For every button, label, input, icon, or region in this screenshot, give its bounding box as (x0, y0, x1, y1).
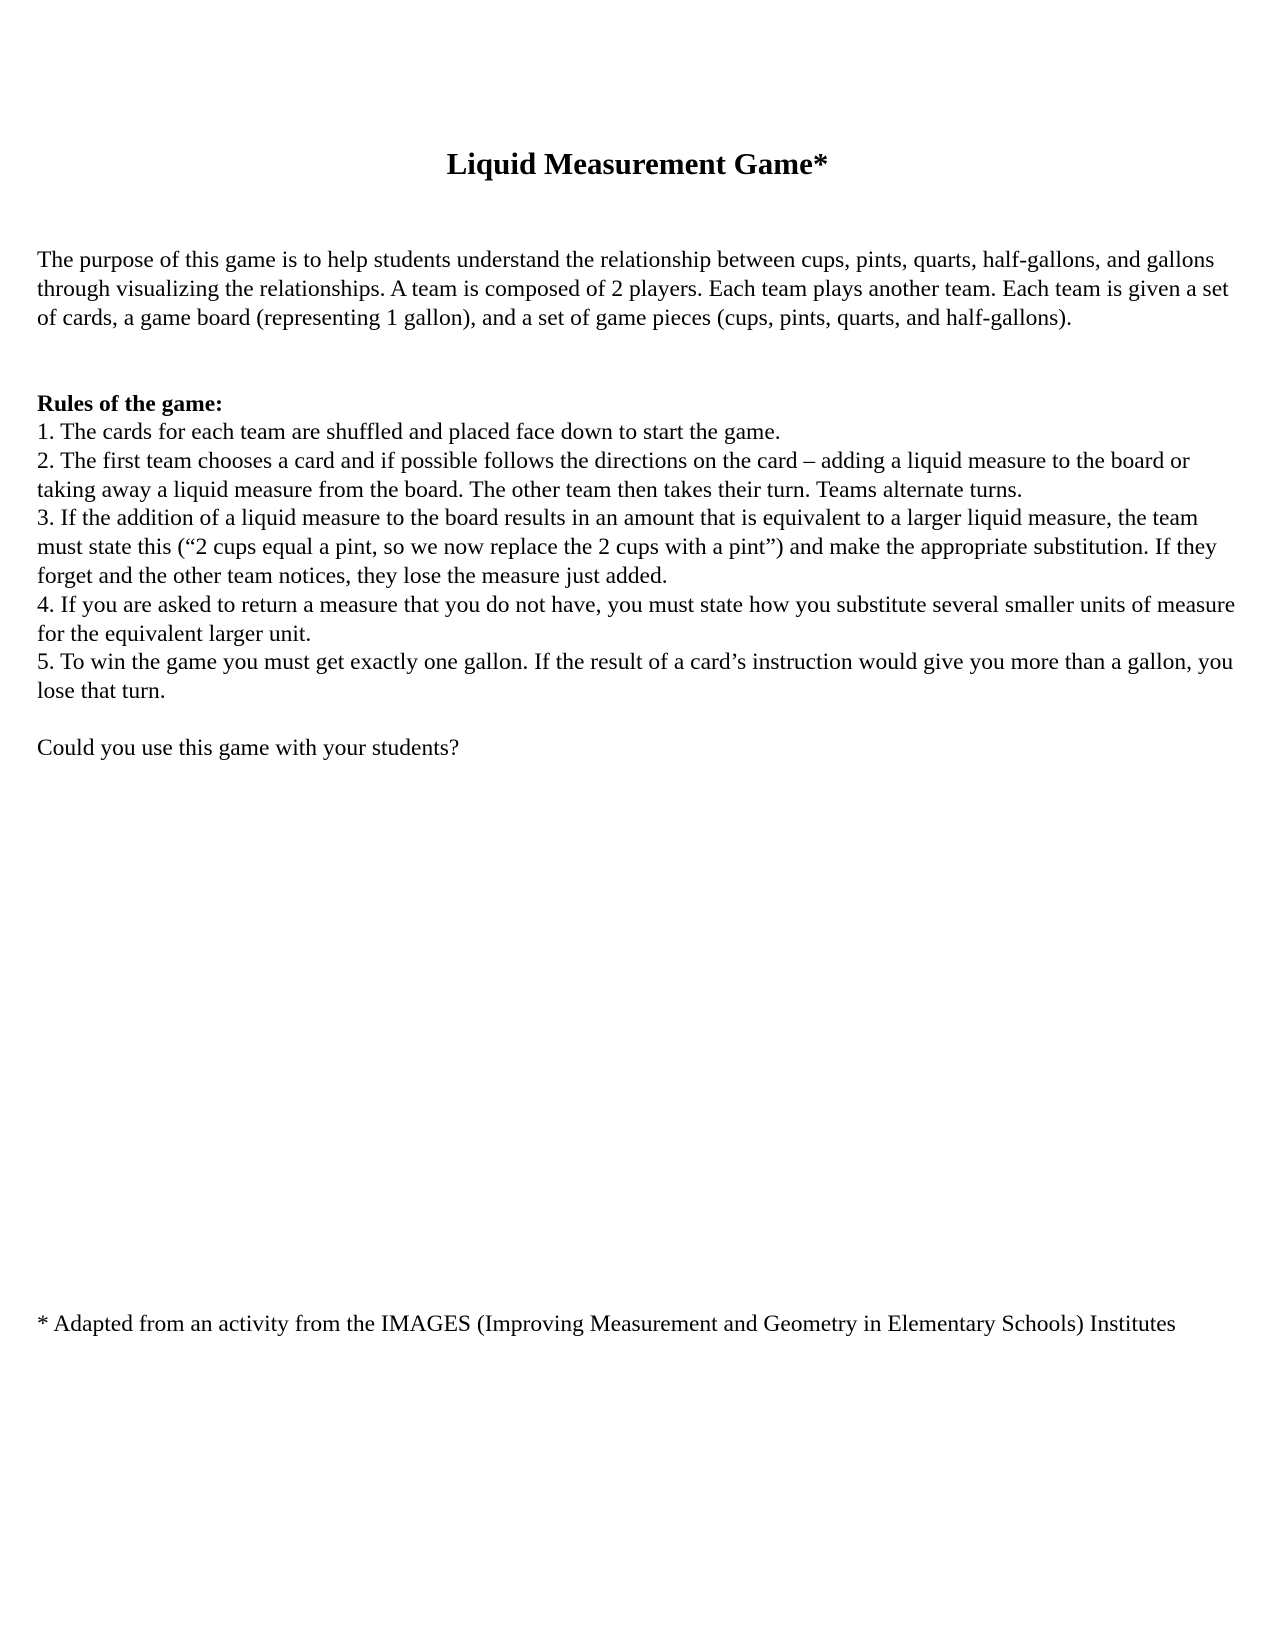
rule-item-1: 1. The cards for each team are shuffled and placed face down to start the game. (37, 419, 781, 445)
rule-item-3: 3. If the addition of a liquid measure to the board results in an amount that is equivalent to a larger liquid measure, the team must state this (“2 cups equal a pint, so we now replace the 2 cups with a pint”) and make the appropriate substitution. If they forget and the other team notices, they lose the measure just added. (37, 505, 1217, 589)
rule-item-4: 4. If you are asked to return a measure that you do not have, you must state how you substitute several smaller units of measure for the equivalent larger unit. (37, 591, 1236, 647)
footnote: * Adapted from an activity from the IMAGES (Improving Measurement and Geometry in Elementary Schools) Institutes (37, 1311, 1176, 1337)
intro-paragraph: The purpose of this game is to help students understand the relationship between cups, pints, quarts, half-gallons, and gallons through visualizing the relationships. A team is composed of 2 players. Each team plays another team. Each team is given a set of cards, a game board (representing 1 gallon), and a set of game pieces (cups, pints, quarts, and half-gallons). (37, 247, 1229, 331)
closing-question: Could you use this game with your students? (37, 735, 460, 761)
page-title: Liquid Measurement Game* (446, 146, 829, 181)
rules-heading: Rules of the game: (37, 391, 224, 417)
rules-list (37, 418, 1242, 706)
rule-item-5: 5. To win the game you must get exactly one gallon. If the result of a card’s instruction would give you more than a gallon, you lose that turn. (37, 649, 1234, 705)
rule-item-2: 2. The first team chooses a card and if possible follows the directions on the card – adding a liquid measure to the board or taking away a liquid measure from the board. The other team then takes their turn. Teams alternate turns. (37, 447, 1190, 503)
